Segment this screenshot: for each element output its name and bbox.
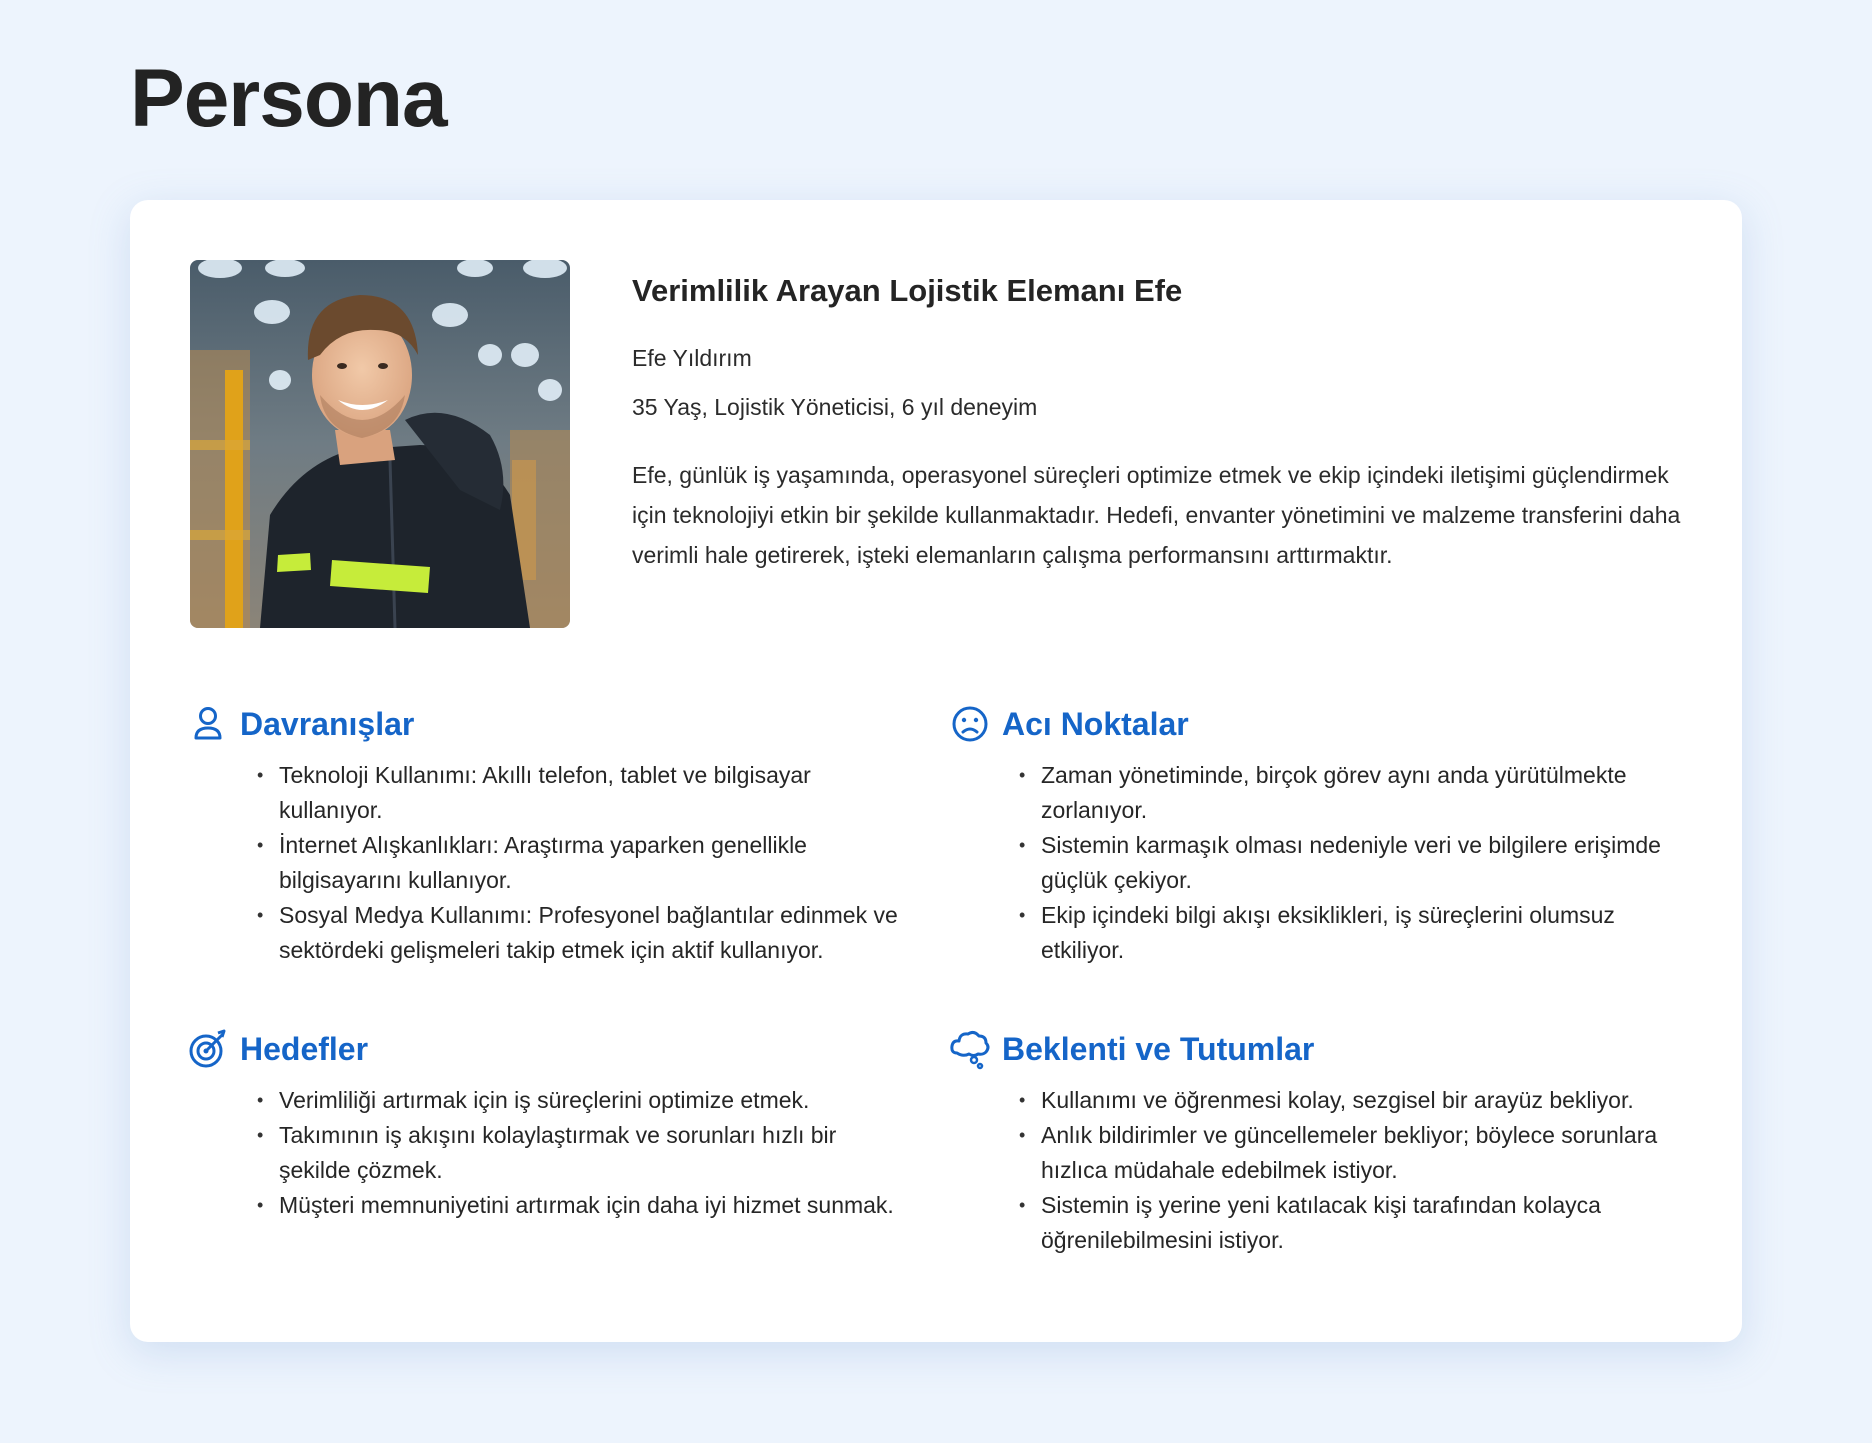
section-header [186,1025,906,1073]
user-icon [186,702,230,746]
persona-photo [190,260,570,628]
list-item: • Zaman yönetiminde, birçok görev aynı anda yürütülmekte zorlanıyor. [1041,758,1668,828]
persona-title: Verimlilik Arayan Lojistik Elemanı Efe [632,273,1183,308]
list-item: • Verimliliği artırmak için iş süreçlerini optimize etmek. [279,1083,906,1118]
section-header [948,700,1668,748]
page-title: Persona [130,53,447,144]
target-icon [186,1027,230,1071]
persona-profile [632,272,1682,575]
list-item: • Sistemin iş yerine yeni katılacak kişi tarafından kolayca öğrenilebilmesini istiyor. [1041,1188,1668,1258]
section-pain-points [948,700,1668,968]
behaviors-list [186,758,906,968]
pain-points-list [948,758,1668,968]
list-item: • Anlık bildirimler ve güncellemeler bekliyor; böylece sorunlara hızlıca müdahale edebilmek istiyor. [1041,1118,1668,1188]
section-behaviors [186,700,906,968]
persona-meta: 35 Yaş, Lojistik Yöneticisi, 6 yıl deneyim [632,394,1038,421]
list-item: • Sistemin karmaşık olması nedeniyle veri ve bilgilere erişimde güçlük çekiyor. [1041,828,1668,898]
section-goals [186,1025,906,1223]
persona-card [130,200,1742,1342]
list-item: • Müşteri memnuniyetini artırmak için daha iyi hizmet sunmak. [279,1188,906,1223]
list-item: • İnternet Alışkanlıkları: Araştırma yaparken genellikle bilgisayarını kullanıyor. [279,828,906,898]
goals-list [186,1083,906,1223]
persona-name: Efe Yıldırım [632,345,752,372]
list-item: • Takımının iş akışını kolaylaştırmak ve sorunları hızlı bir şekilde çözmek. [279,1118,906,1188]
expectations-list [948,1083,1668,1258]
list-item: • Ekip içindeki bilgi akışı eksiklikleri, iş süreçlerini olumsuz etkiliyor. [1041,898,1668,968]
thought-cloud-icon [948,1027,992,1071]
persona-description: Efe, günlük iş yaşamında, operasyonel süreçleri optimize etmek ve ekip içindeki iletişimi güçlendirmek için teknolojiyi etkin bir şekilde kullanmaktadır. Hedefi, envanter yönetimini ve malzeme transferini daha verimli hale getirerek, işteki elemanların çalışma performansını arttırmaktır. [632,462,1681,569]
section-expectations [948,1025,1668,1258]
list-item: • Sosyal Medya Kullanımı: Profesyonel bağlantılar edinmek ve sektördeki gelişmeleri takip etmek için aktif kullanıyor. [279,898,906,968]
section-header [186,700,906,748]
list-item: • Kullanımı ve öğrenmesi kolay, sezgisel bir arayüz bekliyor. [1041,1083,1668,1118]
sad-face-icon [948,702,992,746]
section-header [948,1025,1668,1073]
section-title: Acı Noktalar [1002,705,1189,742]
list-item: • Teknoloji Kullanımı: Akıllı telefon, tablet ve bilgisayar kullanıyor. [279,758,906,828]
section-title: Beklenti ve Tutumlar [1002,1030,1315,1067]
section-title: Hedefler [240,1030,369,1067]
section-title: Davranışlar [240,705,415,742]
